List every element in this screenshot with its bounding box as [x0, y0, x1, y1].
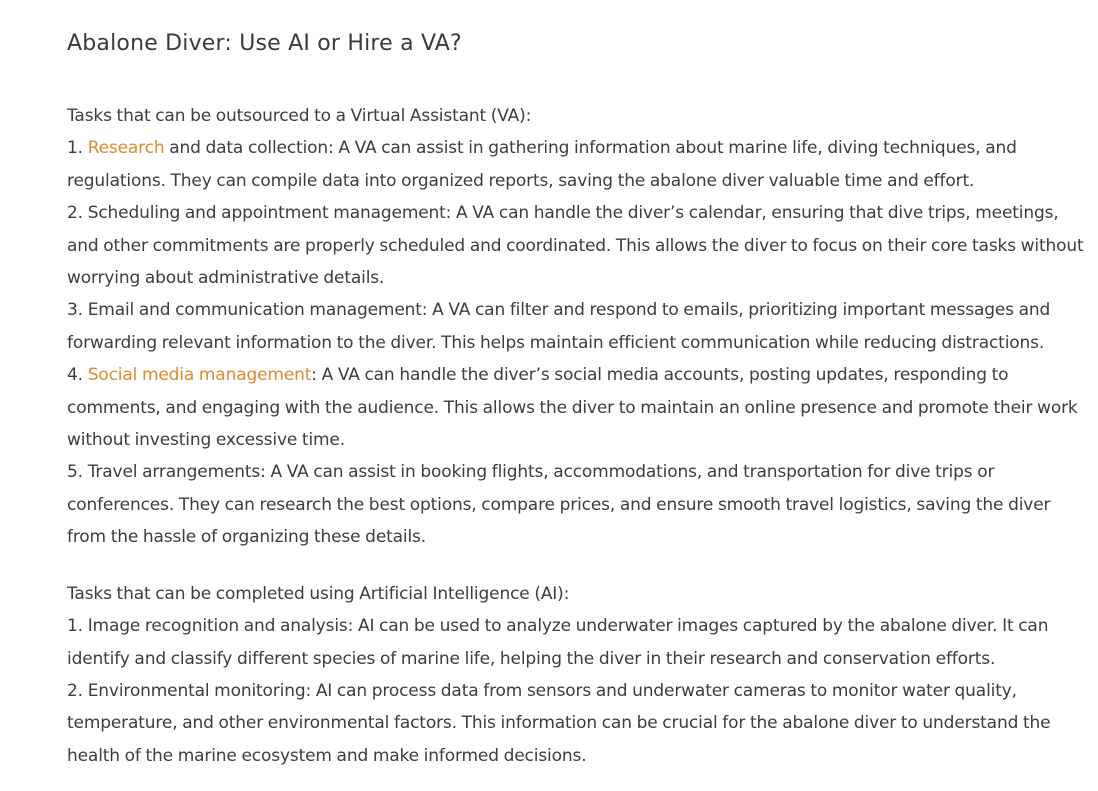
va-item-4: [67, 359, 1087, 456]
va-item-2: [67, 197, 1087, 294]
va-item-4-number: 4.: [67, 365, 88, 386]
ai-item-2-text: Environmental monitoring: AI can process data from sensors and underwater cameras to monitor water quality, temperature, and other environmental factors. This information can be crucial for the abalone diver to understand the health of the marine ecosystem and make informed decisions.: [67, 680, 1051, 766]
va-item-1-text: and data collection: A VA can assist in gathering information about marine life, diving techniques, and regulations. They can compile data into organized reports, saving the abalone diver valuable time and effort.: [67, 138, 1017, 191]
va-section-intro: Tasks that can be outsourced to a Virtual Assistant (VA):: [67, 106, 532, 126]
va-item-5-text: Travel arrangements: A VA can assist in booking flights, accommodations, and transportation for dive trips or conferences. They can research the best options, compare prices, and ensure smooth travel logistics, saving the diver from the hassle of organizing these details.: [67, 462, 1051, 548]
ai-item-1-text: Image recognition and analysis: AI can be used to analyze underwater images captured by the abalone diver. It can identify and classify different species of marine life, helping the diver in their research and conservation efforts.: [67, 616, 1049, 669]
ai-item-2: [67, 675, 1087, 772]
ai-section-intro: Tasks that can be completed using Artificial Intelligence (AI):: [67, 583, 570, 604]
article: [67, 24, 1087, 772]
ai-item-2-number: 2.: [67, 680, 88, 701]
va-item-3: [67, 294, 1087, 359]
va-item-1-number: 1.: [67, 138, 88, 159]
va-item-2-text: Scheduling and appointment management: A VA can handle the diver’s calendar, ensuring that dive trips, meetings, and other commitments are properly scheduled and coordinated. This allows the diver to focus on their core tasks without worrying about administrative details.: [67, 203, 1084, 289]
section-spacer: [67, 554, 1087, 578]
va-item-5-number: 5.: [67, 462, 88, 483]
va-item-2-number: 2.: [67, 203, 88, 224]
va-item-4-text: : A VA can handle the diver’s social media accounts, posting updates, responding to comments, and engaging with the audience. This allows the diver to maintain an online presence and promote their work without investing excessive time.: [67, 365, 1078, 451]
va-item-1: [67, 132, 1087, 197]
article-title: Abalone Diver: Use AI or Hire a VA?: [67, 31, 462, 56]
ai-item-1: [67, 610, 1087, 675]
va-item-5: [67, 456, 1087, 553]
va-item-3-number: 3.: [67, 300, 88, 321]
research-link[interactable]: Research: [87, 138, 165, 159]
social-media-management-link[interactable]: Social media management: [87, 365, 312, 386]
ai-item-1-number: 1.: [67, 616, 88, 637]
va-item-3-text: Email and communication management: A VA can filter and respond to emails, prioritizing important messages and forwarding relevant information to the diver. This helps maintain efficient communication while reducing distractions.: [67, 300, 1051, 353]
